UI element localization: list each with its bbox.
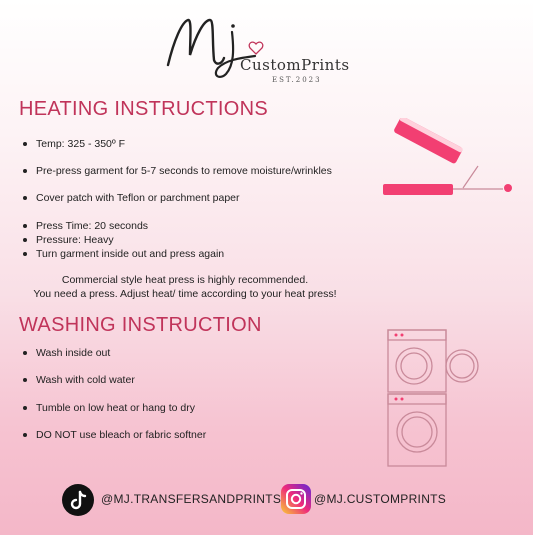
instagram-handle[interactable]: @MJ.CUSTOMPRINTS <box>314 492 447 506</box>
heat-press-icon <box>378 118 518 203</box>
tiktok-icon[interactable] <box>62 484 94 516</box>
note-line-1: Commercial style heat press is highly recommended. <box>61 274 309 286</box>
list-item: Wash inside out <box>36 347 111 359</box>
tiktok-handle[interactable]: @MJ.TRANSFERSANDPRINTS <box>101 492 282 506</box>
list-item: Turn garment inside out and press again <box>36 248 225 260</box>
list-item: Pre-press garment for 5-7 seconds to remove moisture/wrinkles <box>36 165 332 177</box>
heart-icon <box>249 42 263 54</box>
washer-dryer-icon <box>384 328 480 468</box>
list-item: Tumble on low heat or hang to dry <box>36 402 195 414</box>
list-item: Pressure: Heavy <box>36 234 114 246</box>
list-item: Temp: 325 - 350º F <box>36 138 126 150</box>
heating-title: HEATING INSTRUCTIONS <box>19 98 268 120</box>
list-item: Cover patch with Teflon or parchment paper <box>36 192 240 204</box>
brand-est: EST.2023 <box>272 76 322 84</box>
washing-title: WASHING INSTRUCTION <box>19 314 262 336</box>
brand-name: CustomPrints <box>240 56 350 74</box>
note-line-2: You need a press. Adjust heat/ time according to your heat press! <box>33 288 337 300</box>
list-item: Wash with cold water <box>36 374 135 386</box>
instagram-icon[interactable] <box>281 484 311 514</box>
list-item: Press Time: 20 seconds <box>36 220 149 232</box>
list-item: DO NOT use bleach or fabric softner <box>36 429 207 441</box>
